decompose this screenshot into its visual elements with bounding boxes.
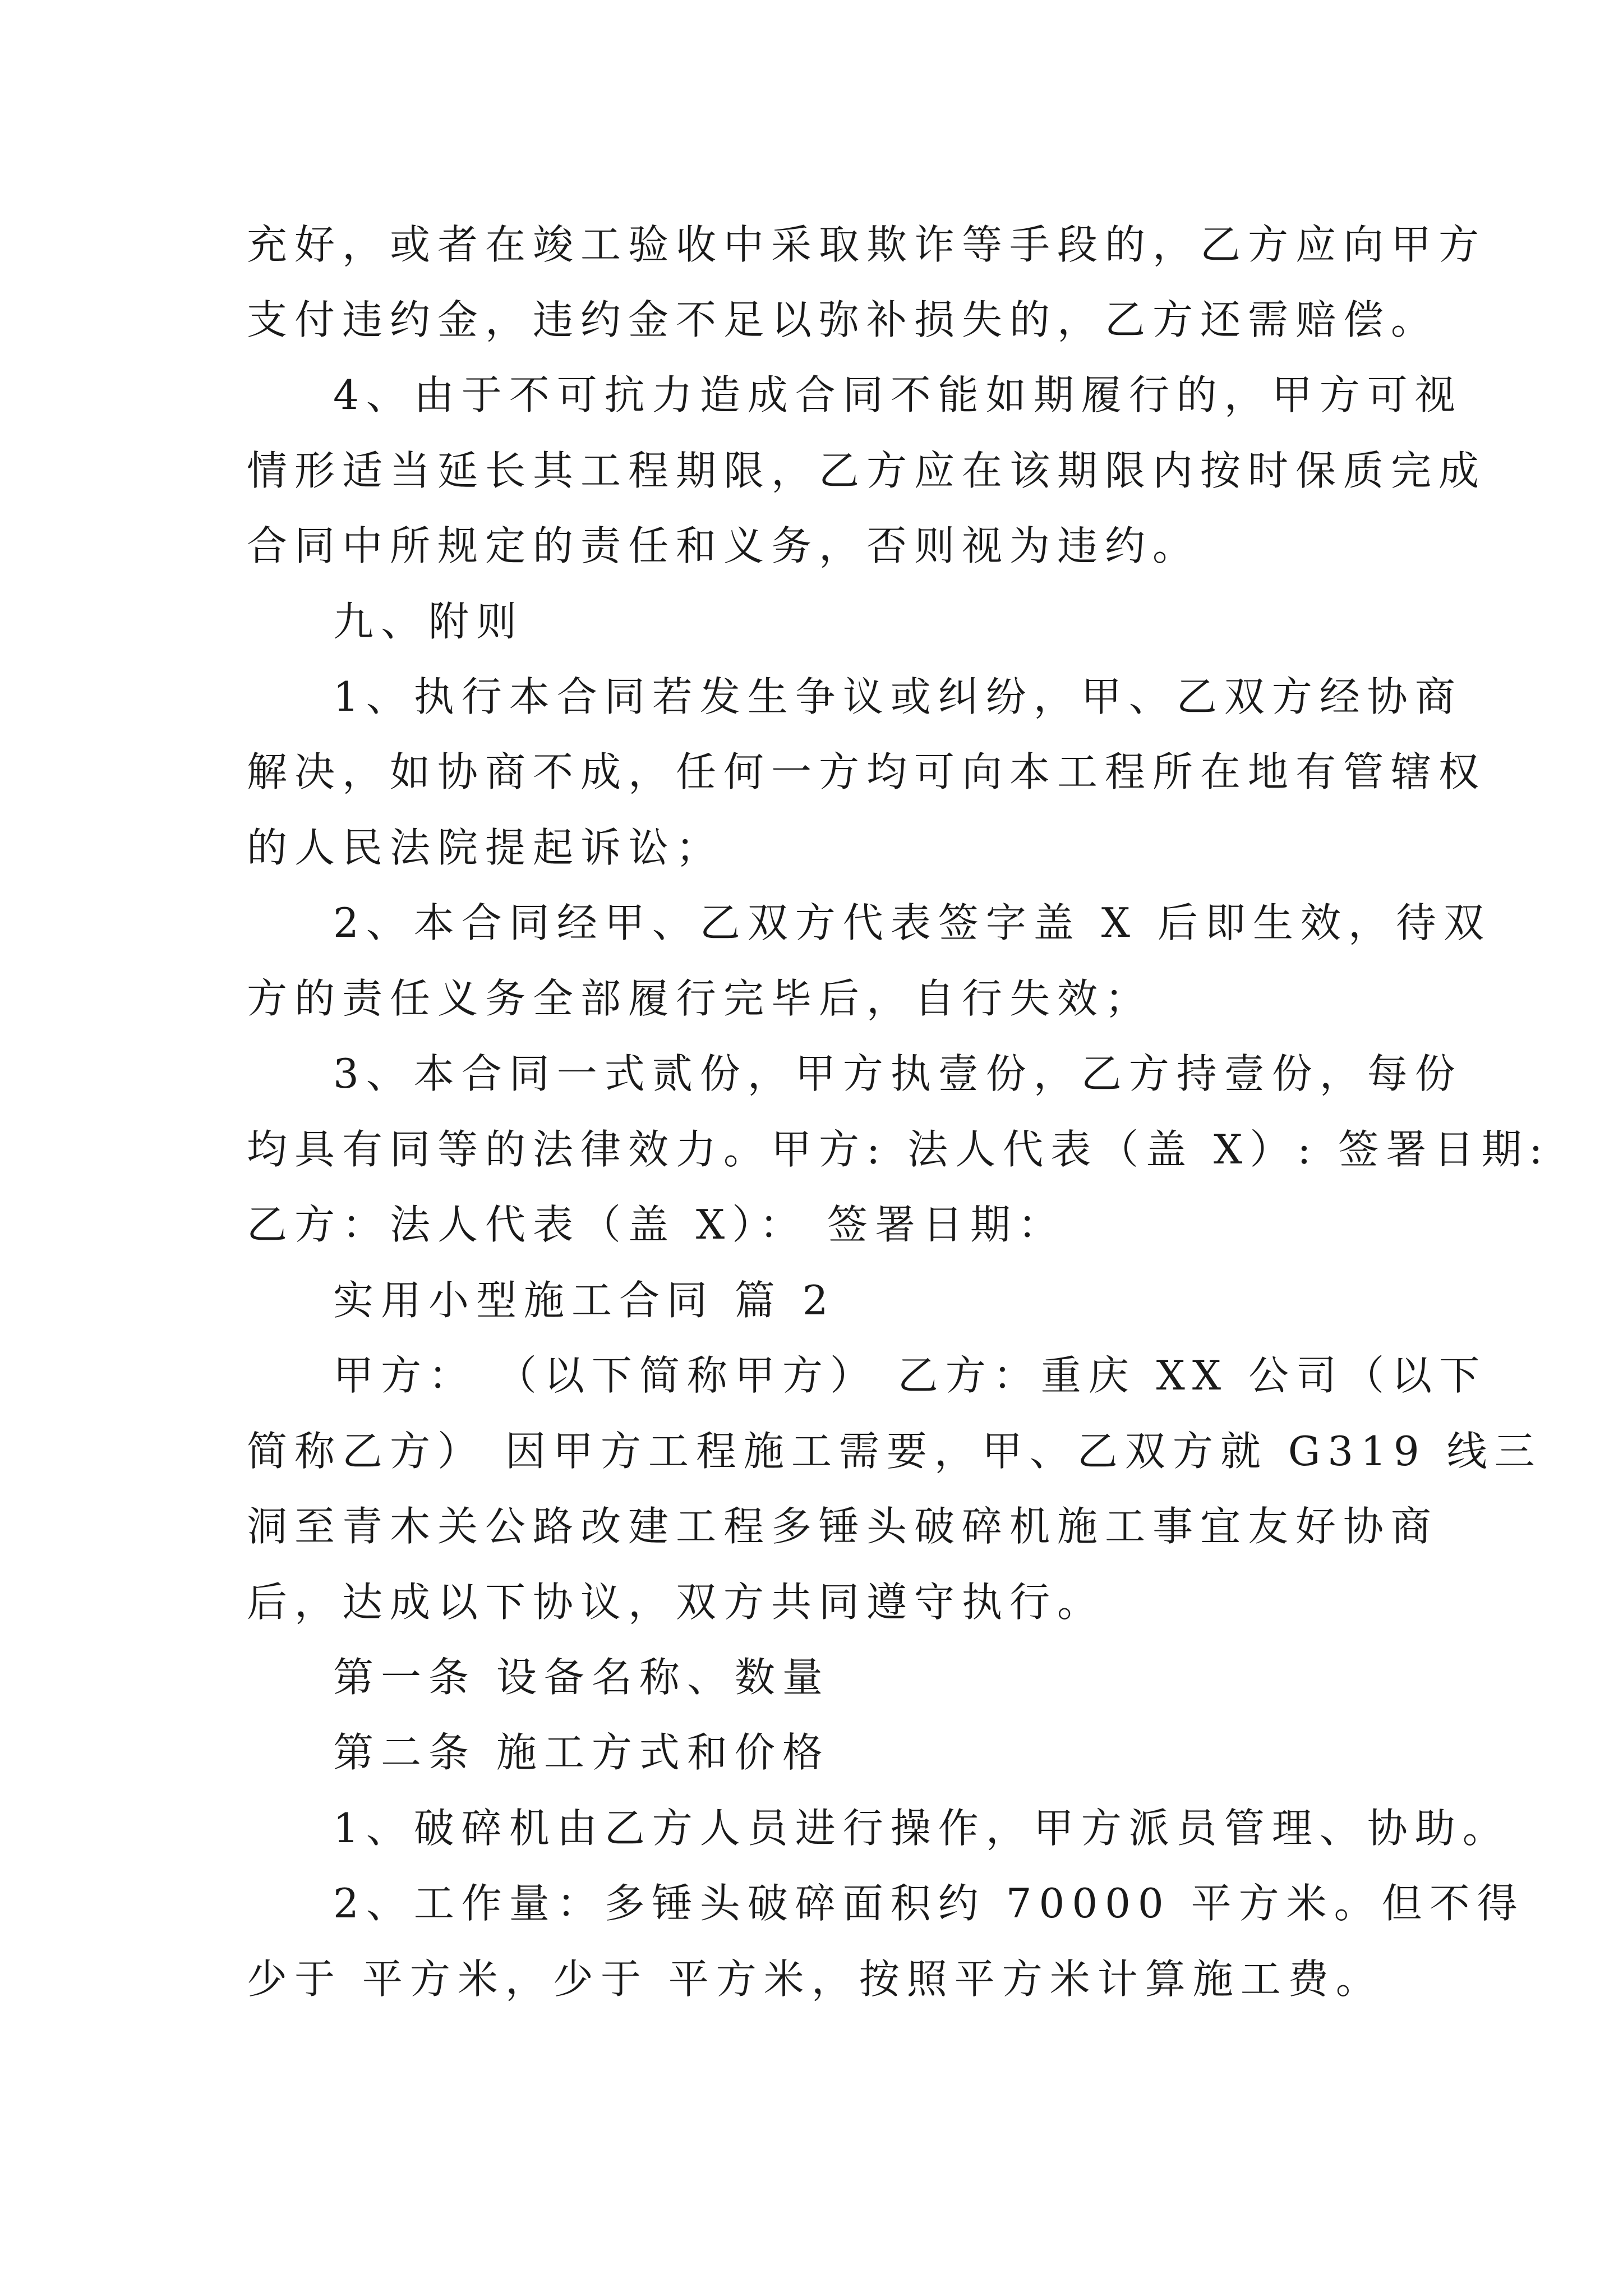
paragraph-line: 后，达成以下协议，双方共同遵守执行。 [247,1579,1105,1626]
paragraph-line: 合同中所规定的责任和义务，否则视为违约。 [247,522,1201,569]
paragraph-line: 洞至青木关公路改建工程多锤头破碎机施工事宜友好协商 [247,1503,1439,1550]
paragraph-line: 充好，或者在竣工验收中采取欺诈等手段的，乙方应向甲方 [247,221,1487,268]
section-heading: 九、附则 [333,598,524,645]
paragraph-line: 支付违约金，违约金不足以弥补损失的，乙方还需赔偿。 [247,296,1439,343]
paragraph-line: 2、本合同经甲、乙双方代表签字盖 X 后即生效，待双 [333,899,1491,946]
paragraph-line: 1、破碎机由乙方人员进行操作，甲方派员管理、协助。 [333,1805,1510,1852]
paragraph-line: 的人民法院提起诉讼； [247,824,724,871]
paragraph-line: 情形适当延长其工程期限，乙方应在该期限内按时保质完成 [247,447,1487,494]
paragraph-line: 甲方： （以下简称甲方） 乙方：重庆 XX 公司（以下 [333,1352,1487,1399]
paragraph-line: 解决，如协商不成，任何一方均可向本工程所在地有管辖权 [247,748,1487,795]
paragraph-line: 4、由于不可抗力造成合同不能如期履行的，甲方可视 [333,371,1463,418]
paragraph-line: 简称乙方） 因甲方工程施工需要，甲、乙双方就 G319 线三 [247,1428,1542,1475]
paragraph-line: 均具有同等的法律效力。甲方: 法人代表（盖 X）: 签署日期: [247,1126,1550,1173]
document-title: 实用小型施工合同 篇 2 [333,1277,836,1324]
paragraph-line: 少于 平方米，少于 平方米，按照平方米计算施工费。 [247,1955,1384,2003]
paragraph-line: 方的责任义务全部履行完毕后，自行失效； [247,975,1153,1022]
paragraph-line: 乙方：法人代表（盖 X）： 签署日期： [247,1201,1066,1248]
article-heading: 第一条 设备名称、数量 [333,1654,830,1701]
article-heading: 第二条 施工方式和价格 [333,1729,830,1776]
paragraph-line: 1、执行本合同若发生争议或纠纷，甲、乙双方经协商 [333,673,1463,720]
paragraph-line: 2、工作量：多锤头破碎面积约 70000 平方米。但不得 [333,1880,1525,1927]
paragraph-line: 3、本合同一式贰份，甲方执壹份，乙方持壹份，每份 [333,1050,1463,1097]
